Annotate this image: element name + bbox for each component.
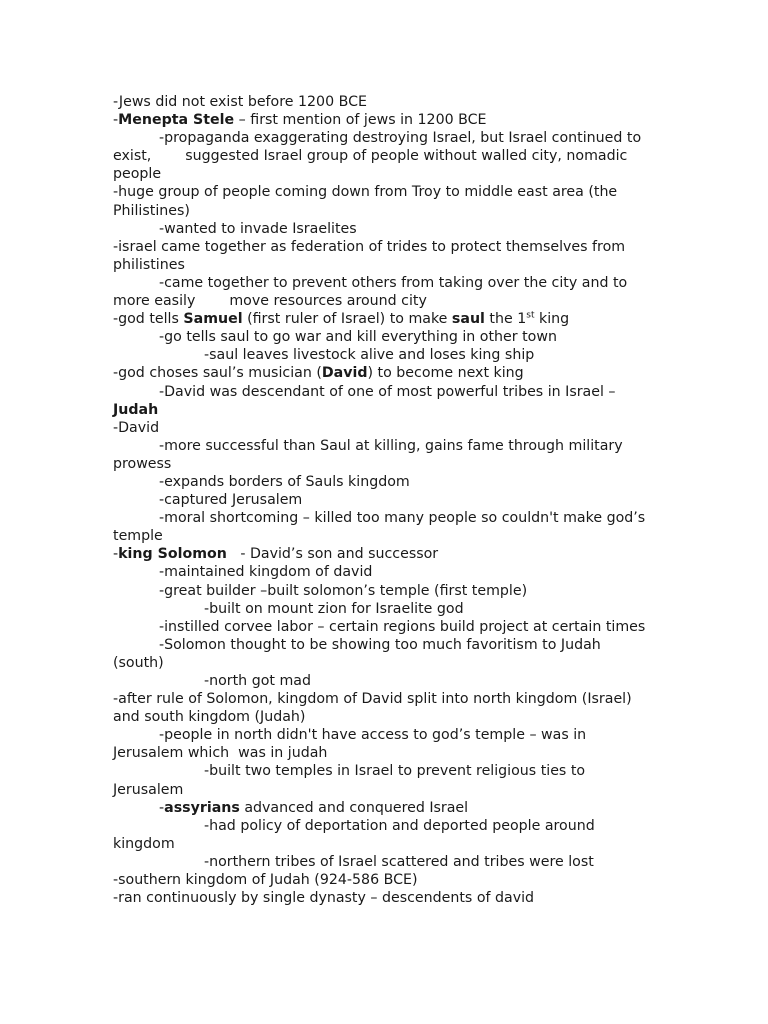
note-text: -had policy of deportation and deported people around kingdom	[113, 817, 595, 852]
note-line	[113, 346, 653, 364]
note-text: -instilled corvee labor – certain regions build project at certain times	[159, 618, 646, 635]
note-line	[113, 383, 653, 419]
note-text: move resources around city	[229, 293, 427, 310]
note-text: -	[113, 112, 119, 129]
note-line	[113, 726, 653, 762]
note-text: to more easily	[113, 274, 628, 310]
note-text: -captured Jerusalem	[159, 492, 303, 509]
note-text: -huge group of people coming down from Troy to middle east area (the Philistines)	[113, 184, 618, 219]
note-line	[113, 799, 653, 817]
note-text: -go tells saul to go war and kill everything in other town	[159, 329, 557, 346]
note-text: -	[113, 546, 119, 563]
note-line	[113, 889, 653, 907]
note-text: -god tells	[113, 311, 184, 328]
term-saul: saul	[451, 311, 485, 328]
note-line	[113, 600, 653, 618]
note-text: suggested Israel group of people without walled city,	[185, 148, 562, 165]
term-samuel: Samuel	[183, 311, 243, 328]
note-text: advanced and conquered Israel	[239, 799, 469, 816]
note-line	[113, 545, 653, 563]
note-line	[113, 419, 653, 437]
note-text: -David	[113, 419, 160, 436]
note-text: -after rule of Solomon, kingdom of David split into north kingdom (Israel) and south kingdom (Judah)	[113, 691, 632, 726]
note-text: -came together to prevent others from taking over the city and	[159, 274, 609, 291]
note-line	[113, 238, 653, 274]
note-text: -israel came together as federation of trides to protect themselves from philistines	[113, 238, 626, 273]
note-text: -expands borders of Sauls kingdom	[159, 473, 410, 490]
note-text: -northern tribes of Israel scattered and tribes were lost	[204, 853, 594, 870]
note-line	[113, 853, 653, 871]
lecture-notes	[113, 93, 653, 907]
note-text: -people in north didn't have access to god’s temple – was in	[159, 727, 587, 744]
note-line	[113, 364, 653, 382]
note-line	[113, 636, 653, 672]
note-line	[113, 310, 653, 328]
note-text: -Solomon thought to be showing too much favoritism to Judah (south)	[113, 636, 601, 671]
note-line	[113, 672, 653, 690]
note-text: Jerusalem which	[113, 745, 230, 762]
note-text: -god choses saul’s musician (	[113, 365, 322, 382]
note-line	[113, 220, 653, 238]
ordinal-suffix: st	[526, 310, 535, 321]
note-text: -ran continuously by single dynasty – descendents of david	[113, 890, 535, 907]
note-line	[113, 563, 653, 581]
note-line	[113, 509, 653, 545]
note-text: (first ruler of Israel) to make	[242, 311, 452, 328]
note-text: the 1	[484, 311, 527, 328]
term-judah: Judah	[113, 401, 159, 418]
note-text: to exist,	[113, 130, 642, 165]
note-line	[113, 274, 653, 310]
term-king-solomon: king Solomon	[118, 546, 227, 563]
note-line	[113, 473, 653, 491]
note-line	[113, 817, 653, 853]
note-text: ) to become next king	[367, 365, 524, 382]
note-line	[113, 491, 653, 509]
note-line	[113, 437, 653, 473]
note-text: -southern kingdom of Judah (924-586 BCE)	[113, 872, 418, 889]
note-line	[113, 111, 653, 129]
note-text: king	[534, 311, 570, 328]
note-text: -more successful than Saul at killing, gains fame through military prowess	[113, 437, 623, 472]
note-text: -north got mad	[204, 673, 311, 689]
note-line	[113, 618, 653, 636]
note-line	[113, 183, 653, 219]
note-line	[113, 762, 653, 798]
term-david: David	[321, 365, 368, 382]
term-assyrians: assyrians	[164, 799, 240, 816]
note-text: was in judah	[238, 745, 328, 762]
term-menepta-stele: Menepta Stele	[118, 112, 235, 129]
note-text: -great builder –built solomon’s temple (first temple)	[159, 582, 528, 599]
note-text: -	[159, 799, 165, 816]
note-line	[113, 93, 653, 111]
note-text: -built two temples in Israel to prevent religious ties to Jerusalem	[113, 763, 586, 798]
note-line	[113, 690, 653, 726]
note-text: -Jews did not exist before 1200 BCE	[113, 94, 367, 110]
note-line	[113, 871, 653, 889]
note-text: -wanted to invade Israelites	[159, 220, 357, 237]
note-text: – first mention of jews in 1200 BCE	[234, 112, 487, 129]
note-text: -propaganda exaggerating destroying Israel, but Israel continued	[159, 130, 623, 147]
note-line	[113, 582, 653, 600]
note-text: -maintained kingdom of david	[159, 564, 373, 581]
note-text: -moral shortcoming – killed too many people so couldn't make god’s temple	[113, 510, 646, 545]
note-text: -built on mount zion for Israelite god	[204, 600, 464, 617]
note-line	[113, 129, 653, 183]
note-text: - David’s son and successor	[235, 546, 439, 563]
note-text: nomadic people	[113, 148, 628, 183]
note-line	[113, 328, 653, 346]
note-text: -saul leaves livestock alive and loses king ship	[204, 347, 535, 364]
note-text: -David was descendant of one of most powerful tribes in Israel –	[159, 383, 616, 400]
